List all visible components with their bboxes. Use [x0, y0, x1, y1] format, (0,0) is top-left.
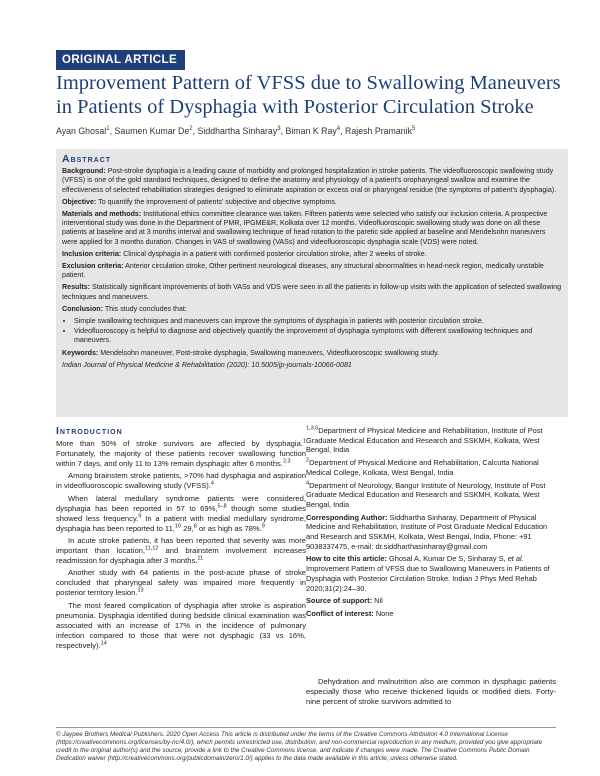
- ref-sup: 14: [100, 640, 107, 647]
- affiliation: [306, 426, 556, 455]
- methods-label: Materials and methods:: [62, 210, 142, 219]
- intro-text: or as high as 78%.: [196, 523, 262, 533]
- intro-text: When lateral medullary syndrome patients were considered, dysphagia has been reported in 57 to 69%,: [56, 493, 306, 513]
- intro-text: The most feared complication of dysphagia after stroke is aspiration pneumonia. Dysphagia identified during bedside clinical examination was associated with an increase of 17% in the incidence of pulmonary infection compared to those that were not dysphagic (33 vs 16%, respectively).: [56, 600, 306, 650]
- article-type-banner: ORIGINAL ARTICLE: [56, 50, 185, 70]
- inclusion-text: Clinical dysphagia in a patient with confirmed posterior circulation stroke, after 2 weeks of stroke.: [123, 249, 427, 258]
- support-text: Nil: [374, 596, 383, 606]
- abstract-heading: Abstract: [62, 153, 112, 165]
- results-label: Results:: [62, 283, 90, 292]
- conflict-text: None: [375, 608, 394, 618]
- intro-text: In acute stroke patients, it has been reported that severity was more important than location,: [56, 535, 306, 556]
- cite-text: Improvement Pattern of VFSS due to Swallowing Maneuvers in Patients of Dysphagia with Posterior Circulation Stroke. Indian J Phys Med Rehab 2020;31(2):24–30.: [306, 564, 550, 593]
- ref-sup: 11: [197, 555, 204, 562]
- corresponding-label: Corresponding Author:: [306, 512, 388, 522]
- support-label: Source of support:: [306, 596, 373, 606]
- intro-paragraph: [56, 536, 306, 566]
- author-list: Ayan Ghosal$^1$, Saumen Kumar De$^2$, Siddhartha Sinharay$^3$, Biman K Ray$^4$, Rajesh Pramanik$^5$: [56, 126, 416, 136]
- exclusion-text: Anterior circulation stroke, Other pertinent neurological diseases, any structural abnormalities in head-neck region, medically unstable patient.: [62, 262, 544, 280]
- author-affiliation: 4: [336, 126, 341, 133]
- author-name: Ayan Ghosal: [56, 126, 107, 136]
- corresponding-text: Siddhartha Sinharay, Department of Physical Medicine and Rehabilitation, Institute of Post Graduate Medical Education and Research and SSKMH, Kolkata, West Bengal, India, Phone: +91 9038337475, e-mail: dr.siddharthasinharay@gmail.com: [306, 512, 548, 551]
- ref-sup: 9: [261, 523, 265, 530]
- keywords-text: Mendelsohn maneuver, Post-stroke dysphagia, Swallowing maneuvers, Videofluoroscopic swallowing study.: [100, 348, 440, 357]
- keywords-label: Keywords:: [62, 348, 99, 357]
- author-name: Biman K Ray: [285, 126, 337, 136]
- affiliation: [306, 481, 556, 510]
- abstract-box: [56, 149, 568, 417]
- inclusion-label: Inclusion criteria:: [62, 249, 122, 258]
- conclusion-text: This study concludes that:: [104, 304, 187, 313]
- cite-et-al: et al.: [507, 554, 524, 564]
- objective-label: Objective:: [62, 197, 97, 206]
- ref-sup: 8: [193, 523, 197, 530]
- conflict-of-interest: [306, 609, 556, 619]
- abstract-background: [62, 167, 562, 195]
- body-paragraph: Dehydration and malnutrition also are common in dysphagic patients especially those who receive thickened liquids or modified diets. Forty-nine percent of stroke survivors admitted to: [306, 677, 556, 707]
- intro-text: 29,: [181, 523, 194, 533]
- results-text: Statistically significant improvements of both VASs and VDS were seen in all the patients in follow-up visits with the application of selected swallowing techniques and maneuvers.: [62, 283, 562, 301]
- conclusion-label: Conclusion:: [62, 304, 103, 313]
- intro-text: In a patient with medial medullary syndrome, dysphagia has been reported to 11,: [56, 513, 306, 533]
- intro-text: Fortunately, the majority of these patients recover swallowing function within 7 days, and only 11 to 13% remain dysphagic after 6 months.: [56, 449, 306, 469]
- affiliation-number: 1,3,5: [306, 425, 319, 432]
- intro-text: Another study with 64 patients in the post-acute phase of stroke concluded that pharyngeal safety was impaired more frequently in posterior territory lesion.: [56, 568, 306, 598]
- methods-text: Institutional ethics committee clearance was taken. Fifteen patients were selected who satisfy our inclusion criteria. A prospective interventional study was done in the Department of PMR, IPGME&R, Kolkata over 12 months. Videofluoroscopic swallowing study was done on all these patients at baseline and at 3 months interval and swallowing technique of head rotation to the paretic side applied at baseline and Mendelsohn maneuvers were applied for 3 months duration. Changes in VAS of swallowing (VASs) and videofluoroscopic dysphagia scale (VDS) were noted.: [62, 210, 548, 246]
- license-footer: © Jaypee Brothers Medical Publishers. 2020 Open Access This article is distributed under the terms of the Creative Commons Attribution 4.0 International License (https://creativecommons.org/licenses/by-nc/4.0/), which permits unrestricted use, distribution, and non-commercial reproduction in any medium, provided you give appropriate credit to the original author(s) and the source, provide a link to the Creative Commons license, and indicate if changes were made. The Creative Commons Public Domain Dedication waiver (http://creativecommons.org/publicdomain/zero/1.0/) applies to the data made available in this article, unless otherwise stated.: [56, 727, 556, 763]
- intro-paragraph: [56, 601, 306, 651]
- exclusion-label: Exclusion criteria:: [62, 262, 124, 271]
- author-affiliation: 2: [189, 126, 193, 133]
- background-label: Background:: [62, 167, 106, 176]
- cite-label: How to cite this article:: [306, 554, 387, 564]
- ref-sup: 10: [174, 523, 182, 530]
- source-of-support: [306, 596, 556, 606]
- right-column-body: [306, 677, 556, 709]
- ref-sup: 11,12: [145, 545, 159, 552]
- intro-paragraph: [56, 439, 306, 469]
- affiliation-text: Department of Physical Medicine and Rehabilitation, Institute of Post Graduate Medical Education and Research and SSKMH, Kolkata, West Bengal, India: [306, 426, 543, 455]
- abstract-keywords: [62, 349, 562, 358]
- ref-sup: 13: [137, 587, 144, 594]
- intro-paragraph: [56, 471, 306, 491]
- abstract-inclusion: [62, 250, 562, 259]
- intro-text: Among brainstem stroke patients, >70% had dysphagia and aspiration in videofluoroscopic swallowing study (VFSS).: [56, 471, 306, 491]
- author-name: Saumen Kumar De: [114, 126, 190, 136]
- author-affiliation: 5: [412, 126, 416, 133]
- author-name: Rajesh Pramanik: [345, 126, 413, 136]
- affiliation-text: Department of Physical Medicine and Rehabilitation, Calcutta National Medical College, Kolkata, West Bengal, India: [306, 458, 539, 477]
- cite-text: Ghosal A, Kumar De S, Sinharay S,: [388, 554, 508, 564]
- intro-paragraph: [56, 568, 306, 598]
- background-text: Post-stroke dysphagia is a leading cause of morbidity and prolonged hospitalization in stroke patients. The videofluoroscopic swallowing study (VFSS) is one of the gold standard techniques, designed to define the anatomy and physiology of a patient's oropharyngeal swallow and examine the effectiveness of selected rehabilitation strategies designed to eliminate aspiration or excess oral or pharyngeal residue (the symptoms of patient's dysphagia).: [62, 167, 557, 194]
- intro-text: and brainstem involvement increases readmission for dysphagia after 3 months.: [56, 546, 306, 566]
- article-info-column: [306, 426, 556, 622]
- affiliation-number: 4: [306, 480, 310, 487]
- introduction-column: [56, 426, 306, 653]
- conclusion-list: [62, 317, 562, 346]
- author-name: Siddhartha Sinharay: [197, 126, 278, 136]
- conflict-label: Conflict of interest:: [306, 608, 374, 618]
- intro-text: More than 50% of stroke survivors are affected by dysphagia.: [56, 439, 303, 449]
- abstract-objective: [62, 198, 562, 207]
- journal-citation: Indian Journal of Physical Medicine & Rehabilitation (2020): 10.5005/jp-journals-10066-0081: [62, 360, 352, 369]
- affiliation: [306, 458, 556, 477]
- abstract-exclusion: [62, 262, 562, 280]
- affiliation-number: 2: [306, 457, 310, 464]
- ref-sup: 5–8: [217, 503, 227, 510]
- corresponding-author: [306, 513, 556, 552]
- how-to-cite: [306, 554, 556, 593]
- author-affiliation: 1: [106, 126, 110, 133]
- abstract-methods: [62, 210, 562, 247]
- objective-text: To quantify the improvement of patients' subjective and objective symptoms.: [98, 197, 337, 206]
- ref-sup: 4: [210, 480, 214, 487]
- intro-text: though some studies showed less frequency.: [56, 503, 307, 523]
- conclusion-point: • Videofluoroscopy is helpful to diagnose and objectively quantify the improvement of dysphagia symptoms with different swallowing techniques and maneuvers.: [74, 327, 562, 345]
- ref-sup: 9: [138, 513, 142, 520]
- intro-paragraph: [56, 494, 306, 534]
- article-title: Improvement Pattern of VFSS due to Swallowing Maneuvers in Patients of Dysphagia with Posterior Circulation Stroke: [56, 72, 561, 118]
- affiliation-text: Department of Neurology, Bangur Institute of Neurology, Institute of Post Graduate Medical Education and Research and SSKMH, Kolkata, West Bengal, India: [306, 480, 546, 509]
- ref-sup: 1: [302, 438, 306, 445]
- abstract-results: [62, 283, 562, 301]
- author-affiliation: 3: [277, 126, 281, 133]
- conclusion-point: • Simple swallowing techniques and maneuvers can improve the symptoms of dysphagia in patients with posterior circulation stroke.: [74, 317, 562, 326]
- abstract-conclusion: [62, 305, 562, 314]
- introduction-heading: Introduction: [56, 425, 123, 437]
- ref-sup: 2,3: [282, 458, 291, 465]
